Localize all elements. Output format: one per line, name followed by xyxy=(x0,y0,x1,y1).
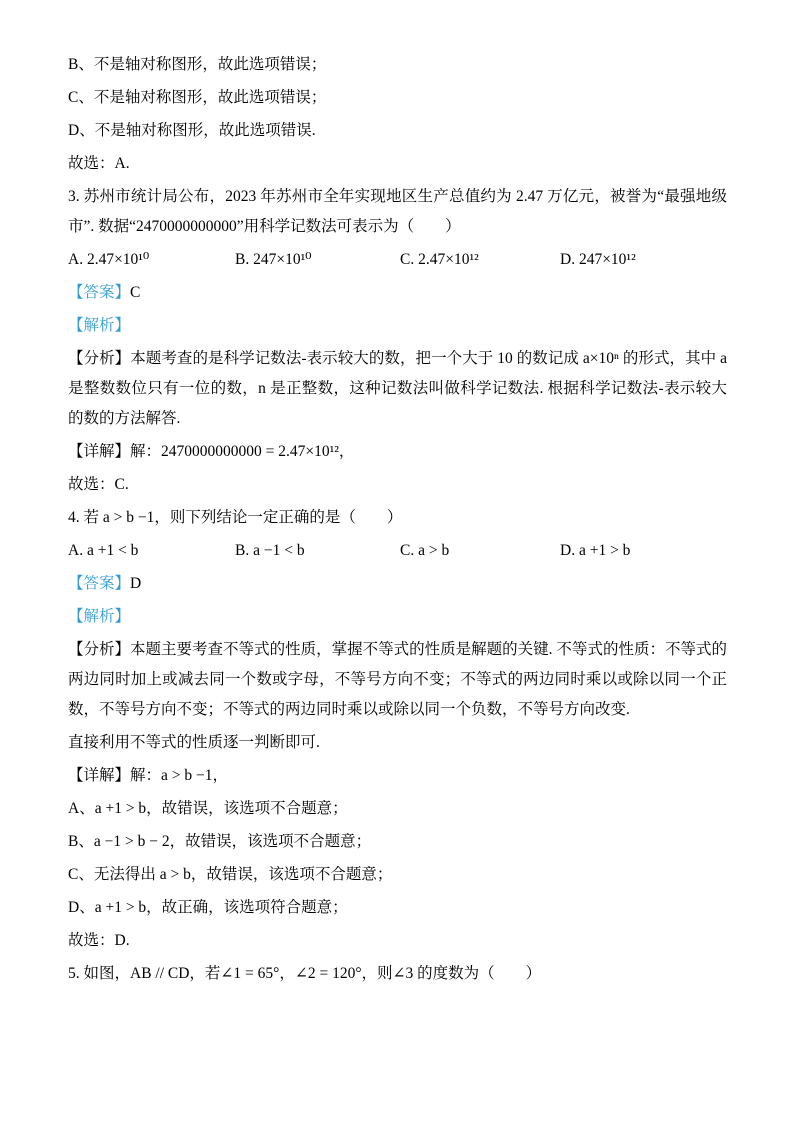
q4-option-a: A. a +1 < b xyxy=(68,542,139,559)
q4-step-d: D、a +1 > b，故正确，该选项符合题意； xyxy=(68,899,348,916)
answer-label: 【答案】 xyxy=(68,284,131,301)
q4-step-a: A、a +1 > b，故错误，该选项不合题意； xyxy=(68,800,348,817)
q4-final-choice: 故选：D. xyxy=(68,932,130,949)
answer-value: D xyxy=(130,575,142,592)
q3-analysis: 【分析】本题考查的是科学记数法-表示较大的数，把一个大于 10 的数记成 a×10ⁿ 的形式，其中 a 是整数数位只有一位的数，n 是正整数，这种记数法叫做科学记数法. 根据科学记数法-表示较大的数的方法解答. xyxy=(68,350,731,427)
q3-final-choice: 故选：C. xyxy=(68,476,129,493)
analysis-label: 【解析】 xyxy=(68,608,131,625)
q2-option-c-judgement: C、不是轴对称图形，故此选项错误； xyxy=(68,89,327,106)
q4-option-b: B. a −1 < b xyxy=(235,542,305,559)
q3-options-row xyxy=(68,245,727,275)
answer-value: C xyxy=(130,284,141,301)
q4-step-c: C、无法得出 a > b，故错误，该选项不合题意； xyxy=(68,866,393,883)
q2-final-choice: 故选：A. xyxy=(68,155,130,172)
q4-option-c: C. a > b xyxy=(400,542,450,559)
q4-answer-line xyxy=(68,569,727,599)
q2-option-d-judgement: D、不是轴对称图形，故此选项错误. xyxy=(68,122,316,139)
q3-option-d: D. 247×10¹² xyxy=(560,251,636,268)
q4-analysis-label-line xyxy=(68,602,727,632)
analysis-label: 【解析】 xyxy=(68,317,131,334)
q3-stem: 3. 苏州市统计局公布，2023 年苏州市全年实现地区生产总值约为 2.47 万亿元，被誉为“最强地级市”. 数据“2470000000000”用科学记数法可表示为（ ） xyxy=(68,188,727,235)
q4-stem: 4. 若 a > b −1，则下列结论一定正确的是（ ） xyxy=(68,509,403,526)
q4-analysis-tail: 直接利用不等式的性质逐一判断即可. xyxy=(68,734,320,751)
q3-detail: 【详解】解：2470000000000 = 2.47×10¹²， xyxy=(68,443,355,460)
q3-option-a: A. 2.47×10¹⁰ xyxy=(68,251,150,268)
q3-answer-line xyxy=(68,278,727,308)
q4-step-b: B、a −1 > b − 2，故错误，该选项不合题意； xyxy=(68,833,372,850)
q4-option-d: D. a +1 > b xyxy=(560,542,631,559)
q4-analysis: 【分析】本题主要考查不等式的性质，掌握不等式的性质是解题的关键. 不等式的性质：不等式的两边同时加上或减去同一个数或字母，不等号方向不变；不等式的两边同时乘以或除以同一个正数，不等号方向不变；不等式的两边同时乘以或除以同一个负数，不等号方向改变. xyxy=(68,641,727,718)
answer-label: 【答案】 xyxy=(68,575,131,592)
q4-options-row xyxy=(68,536,727,566)
q4-detail: 【详解】解：a > b −1， xyxy=(68,767,228,784)
q2-option-b-judgement: B、不是轴对称图形，故此选项错误； xyxy=(68,56,327,73)
q3-option-b: B. 247×10¹⁰ xyxy=(235,251,312,268)
q3-option-c: C. 2.47×10¹² xyxy=(400,251,479,268)
q5-stem: 5. 如图，AB // CD，若∠1 = 65°，∠2 = 120°，则∠3 的度数为（ ） xyxy=(68,965,542,982)
q3-analysis-label-line xyxy=(68,311,727,341)
